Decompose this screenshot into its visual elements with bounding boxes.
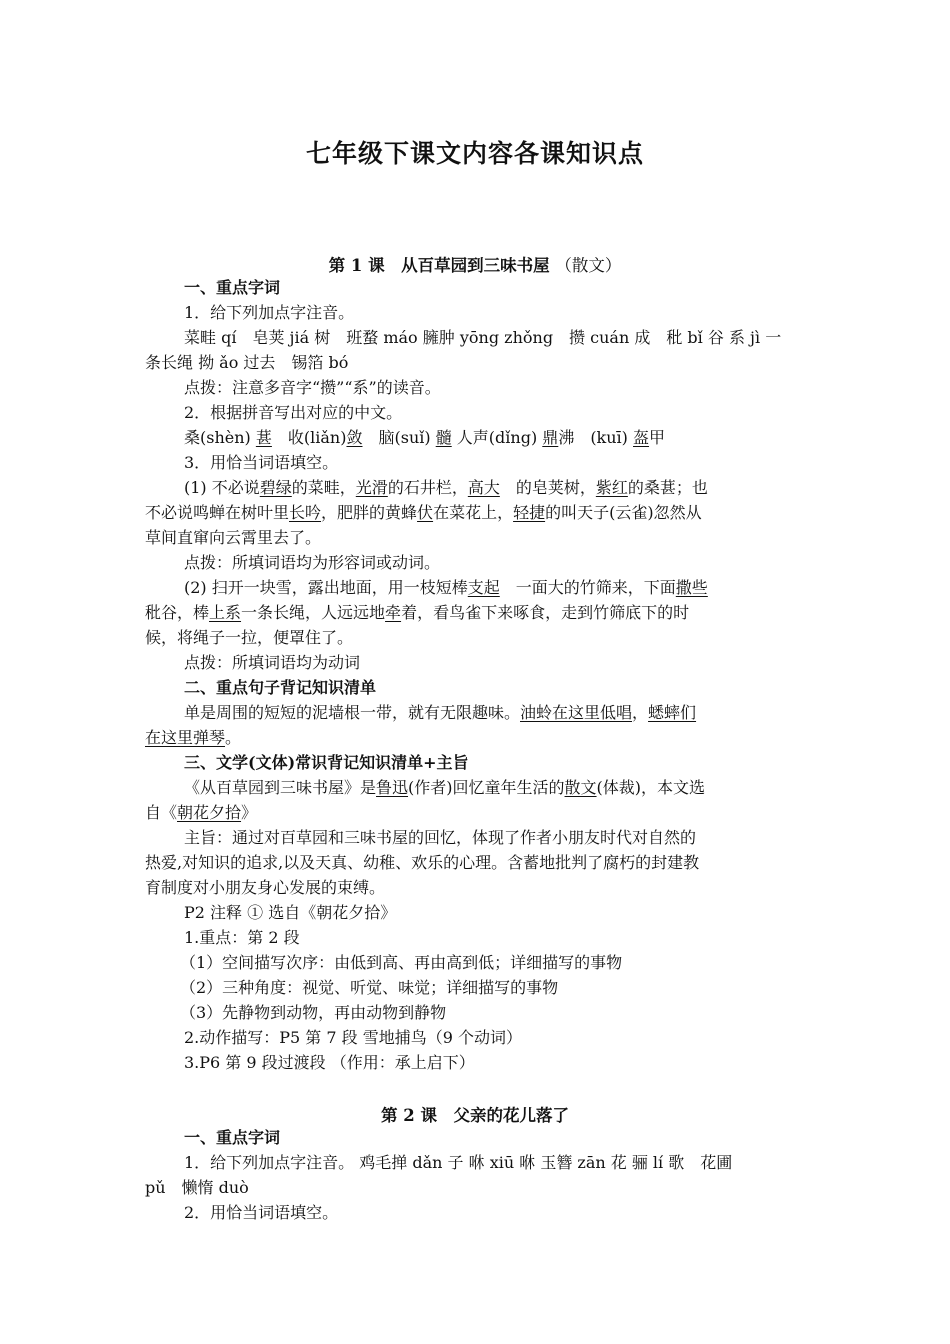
lesson-2-pinyin-line-1: 1．给下列加点字注音。 鸡毛掸 dǎn 子 咻 xiū 咻 玉簪 zān 花 骊 lí 歌 花圃: [184, 1153, 733, 1172]
text-segment: 。: [225, 728, 242, 747]
text-segment: 蟋蟀们: [648, 703, 697, 722]
key-point-3: 3.P6 第 9 段过渡段 （作用：承上启下）: [184, 1053, 475, 1072]
text-segment: 鲁迅: [376, 778, 409, 797]
fill-paragraph-2-line-3: 候，将绳子一拉，便罩住了。: [145, 628, 354, 647]
text-segment: 秕谷，棒: [145, 603, 210, 622]
question-1: 1．给下列加点字注音。: [184, 303, 355, 322]
pinyin-tail: 甲: [649, 428, 666, 447]
text-segment: 光滑: [355, 478, 388, 497]
page-title: 七年级下课文内容各课知识点: [305, 139, 644, 168]
answer-word: 鼎: [542, 428, 559, 447]
key-sentence-line-2: [145, 728, 241, 748]
tip-2: 点拨：所填词语均为形容词或动词。: [184, 553, 441, 572]
key-point-1a: （1）空间描写次序：由低到高、再由高到低；详细描写的事物: [180, 953, 623, 972]
pinyin-prompt: 桑(shèn): [184, 428, 256, 447]
text-segment: (作者)回忆童年生活的: [408, 778, 565, 797]
theme-line-3: 育制度对小朋友身心发展的束缚。: [145, 878, 386, 897]
pinyin-prompt: 沸 (kuī): [558, 428, 634, 447]
text-segment: 的皂荚树，: [499, 478, 596, 497]
lesson-2-pinyin-line-2: pǔ 懒惰 duò: [145, 1178, 249, 1197]
text-segment: 高大: [467, 478, 500, 497]
text-segment: 自《: [145, 803, 178, 822]
text-segment: 的菜畦，: [291, 478, 356, 497]
pinyin-prompt: 收(liǎn): [271, 428, 347, 447]
text-segment: 油蛉在这里低唱: [520, 703, 633, 722]
pinyin-line-1: 菜畦 qí 皂荚 jiá 树 班蝥 máo 臃肿 yōng zhǒng 攒 cuán 成 秕 bǐ 谷 系 jì 一: [184, 328, 782, 347]
tip-1: 点拨：注意多音字“攒”“系”的读音。: [184, 378, 441, 397]
question-3: 3．用恰当词语填空。: [184, 453, 339, 472]
text-segment: 不必说鸣蝉在树叶里: [145, 503, 290, 522]
text-segment: 的桑葚；也: [627, 478, 708, 497]
text-segment: 》: [241, 803, 258, 822]
text-segment: (2) 扫开一块雪，露出地面，用一枝短棒: [184, 578, 468, 597]
text-segment: 在这里弹琴: [145, 728, 226, 747]
text-segment: 一条长绳，人远远地: [241, 603, 386, 622]
fill-paragraph-2-line-2: [145, 603, 689, 623]
section-heading: 二、重点句子背记知识清单: [184, 678, 377, 697]
literature-line-2: [145, 803, 257, 823]
pinyin-line-2: 条长绳 拗 ǎo 过去 锡箔 bó: [145, 353, 349, 372]
answer-word: 敛: [346, 428, 363, 447]
section-heading: 一、重点字词: [184, 1128, 281, 1147]
text-segment: (1) 不必说: [184, 478, 260, 497]
key-point-2: 2.动作描写：P5 第 7 段 雪地捕鸟（9 个动词）: [184, 1028, 523, 1047]
lesson-2-question-2: 2．用恰当词语填空。: [184, 1203, 339, 1222]
text-segment: 单是周围的短短的泥墙根一带，就有无限趣味。: [184, 703, 521, 722]
text-segment: 碧绿: [259, 478, 292, 497]
text-segment: 的叫天子(云雀)忽然从: [545, 503, 702, 522]
pinyin-prompt: 人声(dǐng): [451, 428, 543, 447]
fill-paragraph-1-line-3: 草间直窜向云霄里去了。: [145, 528, 322, 547]
lesson-1-heading: [0, 252, 950, 276]
answer-word: 葚: [255, 428, 272, 447]
key-sentence-line-1: [184, 703, 696, 723]
key-point-1: 1.重点：第 2 段: [184, 928, 300, 947]
lesson-1-title: 第 1 课 从百草园到三味书屋: [328, 256, 550, 275]
pinyin-prompt: 脑(suǐ): [362, 428, 436, 447]
text-segment: 轻捷: [513, 503, 546, 522]
text-segment: ，肥胖的黄蜂: [321, 503, 418, 522]
text-segment: 上系: [209, 603, 242, 622]
text-segment: 朝花夕拾: [177, 803, 242, 822]
text-segment: 在菜花上，: [433, 503, 514, 522]
text-segment: 牵: [385, 603, 402, 622]
text-segment: 撒些: [675, 578, 708, 597]
text-segment: 《从百草园到三味书屋》是: [184, 778, 377, 797]
fill-paragraph-1-line-2: [145, 503, 702, 523]
annotation-note: P2 注释 ① 选自《朝花夕拾》: [184, 903, 397, 922]
lesson-1-genre: （散文）: [555, 256, 622, 275]
text-segment: 紫红: [595, 478, 628, 497]
section-heading: 一、重点字词: [184, 278, 281, 297]
text-segment: 着，看鸟雀下来啄食，走到竹筛底下的时: [401, 603, 690, 622]
theme-line-2: 热爱,对知识的追求,以及天真、幼稚、欢乐的心理。含蓄地批判了腐朽的封建教: [145, 853, 700, 872]
literature-line-1: [184, 778, 705, 798]
answer-word: 盔: [633, 428, 650, 447]
key-point-1b: （2）三种角度：视觉、听觉、味觉；详细描写的事物: [180, 978, 559, 997]
text-segment: (体裁)，本文选: [596, 778, 706, 797]
lesson-2-heading: 第 2 课 父亲的花儿落了: [381, 1106, 569, 1125]
text-segment: 散文: [564, 778, 597, 797]
text-segment: ，: [632, 703, 649, 722]
answer-word: 髓: [435, 428, 452, 447]
text-segment: 支起: [467, 578, 500, 597]
text-segment: 的石井栏，: [387, 478, 468, 497]
question-2: 2．根据拼音写出对应的中文。: [184, 403, 403, 422]
key-point-1c: （3）先静物到动物，再由动物到静物: [180, 1003, 447, 1022]
text-segment: 一面大的竹筛来，下面: [499, 578, 676, 597]
tip-3: 点拨：所填词语均为动词: [184, 653, 361, 672]
pinyin-answers: [184, 428, 665, 448]
theme-line-1: 主旨：通过对百草园和三味书屋的回忆，体现了作者小朋友时代对自然的: [184, 828, 697, 847]
section-heading: 三、文学(文体)常识背记知识清单+主旨: [184, 753, 469, 772]
text-segment: 长吟: [289, 503, 322, 522]
fill-paragraph-1-line-1: [184, 478, 708, 498]
fill-paragraph-2-line-1: [184, 578, 708, 598]
text-segment: 伏: [417, 503, 434, 522]
